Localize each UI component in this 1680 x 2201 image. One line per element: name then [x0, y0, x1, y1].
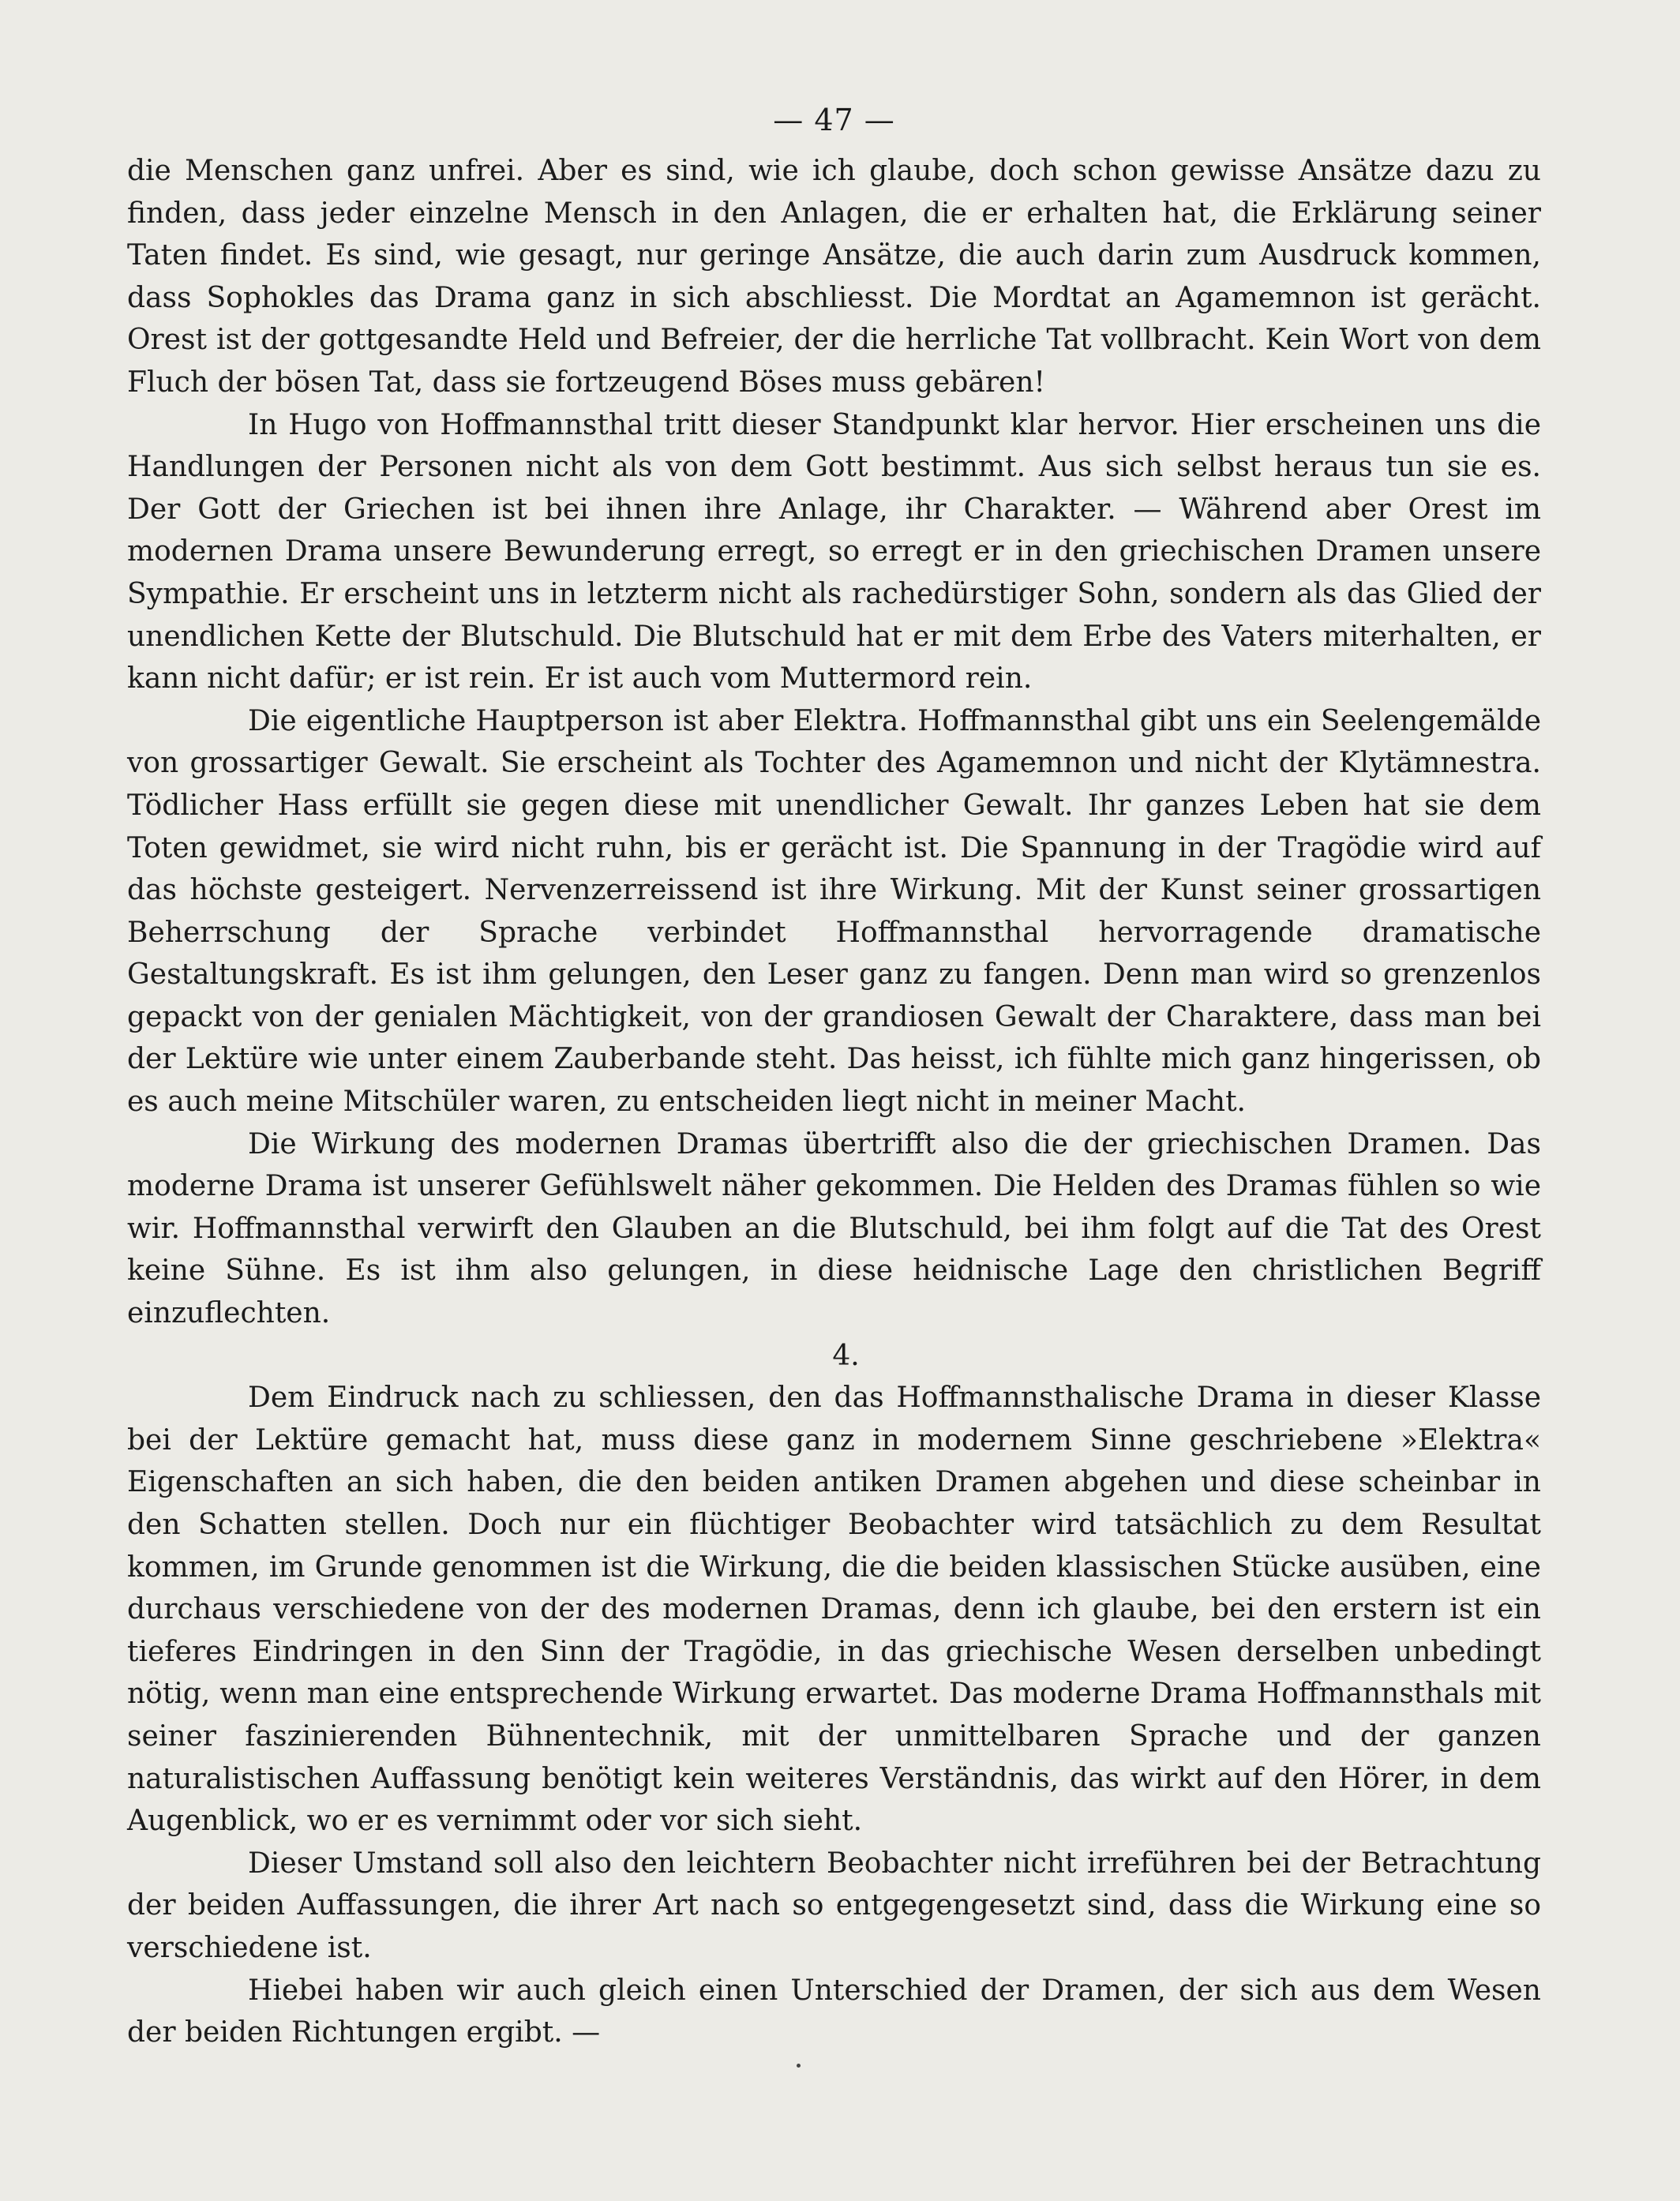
- ink-speck: [797, 2064, 801, 2068]
- paragraph-6: Dieser Umstand soll also den leichtern Beobachter nicht irreführen bei der Betrachtung der beiden Auffassungen, die ihrer Art nach so entgegengesetzt sind, dass die Wirkung eine so verschiedene ist.: [127, 1847, 1541, 1964]
- body-text: [127, 150, 1541, 2054]
- page-number: — 47 —: [773, 103, 895, 137]
- paragraph-4: Die Wirkung des modernen Dramas übertrifft also die der griechischen Dramen. Das moderne Drama ist unserer Gefühlswelt näher gekommen. Die Helden des Dramas fühlen so wie wir. Hoffmannsthal verwirft den Glauben an die Blutschuld, bei ihm folgt auf die Tat des Orest keine Sühne. Es ist ihm also gelungen, in diese heidnische Lage den christlichen Begriff einzuflechten.: [127, 1127, 1541, 1330]
- paragraph-5: Dem Eindruck nach zu schliessen, den das Hoffmannsthalische Drama in dieser Klasse bei der Lektüre gemacht hat, muss diese ganz in modernem Sinne geschriebene »Elektra« Eigenschaften an sich haben, die den beiden antiken Dramen abgehen und diese scheinbar in den Schatten stellen. Doch nur ein flüchtiger Beobachter wird tatsächlich zu dem Resultat kommen, im Grunde genommen ist die Wirkung, die die beiden klassischen Stücke ausüben, eine durchaus verschiedene von der des modernen Dramas, denn ich glaube, bei den erstern ist ein tieferes Eindringen in den Sinn der Tragödie, in das griechische Wesen derselben unbedingt nötig, wenn man eine entsprechende Wirkung erwartet. Das moderne Drama Hoffmannsthals mit seiner faszinierenden Bühnentechnik, mit der unmittelbaren Sprache und der ganzen naturalistischen Auffassung benötigt kein weiteres Verständnis, das wirkt auf den Hörer, in dem Augenblick, wo er es vernimmt oder vor sich sieht.: [127, 1382, 1541, 1838]
- paragraph-3: Die eigentliche Hauptperson ist aber Elektra. Hoffmannsthal gibt uns ein Seelengemälde von grossartiger Gewalt. Sie erscheint als Tochter des Agamemnon und nicht der Klytämnestra. Tödlicher Hass erfüllt sie gegen diese mit unendlicher Gewalt. Ihr ganzes Leben hat sie dem Toten gewidmet, sie wird nicht ruhn, bis er gerächt ist. Die Spannung in der Tragödie wird auf das höchste gesteigert. Nervenzerreissend ist ihre Wirkung. Mit der Kunst seiner grossartigen Beherrschung der Sprache verbindet Hoffmannsthal hervorragende dramatische Gestaltungskraft. Es ist ihm gelungen, den Leser ganz zu fangen. Denn man wird so grenzenlos gepackt von der genialen Mächtigkeit, von der grandiosen Gewalt der Charaktere, dass man bei der Lektüre wie unter einem Zauberbande steht. Das heisst, ich fühlte mich ganz hingerissen, ob es auch meine Mitschüler waren, zu entscheiden liegt nicht in meiner Macht.: [127, 704, 1541, 1119]
- paragraph-7: Hiebei haben wir auch gleich einen Unterschied der Dramen, der sich aus dem Wesen der beiden Richtungen ergibt. —: [127, 1974, 1541, 2049]
- paragraph-1: die Menschen ganz unfrei. Aber es sind, wie ich glaube, doch schon gewisse Ansätze dazu zu finden, dass jeder einzelne Mensch in den Anlagen, die er erhalten hat, die Erklärung seiner Taten findet. Es sind, wie gesagt, nur geringe Ansätze, die auch darin zum Ausdruck kommen, dass Sophokles das Drama ganz in sich abschliesst. Die Mordtat an Agamemnon ist gerächt. Orest ist der gottgesandte Held und Befreier, der die herrliche Tat vollbracht. Kein Wort von dem Fluch der bösen Tat, dass sie fortzeugend Böses muss gebären!: [127, 155, 1541, 399]
- section-number: 4.: [832, 1339, 860, 1372]
- paragraph-2: In Hugo von Hoffmannsthal tritt dieser Standpunkt klar hervor. Hier erscheinen uns die Handlungen der Personen nicht als von dem Gott bestimmt. Aus sich selbst heraus tun sie es. Der Gott der Griechen ist bei ihnen ihre Anlage, ihr Charakter. — Während aber Orest im modernen Drama unsere Bewunderung erregt, so erregt er in den griechischen Dramen unsere Sympathie. Er erscheint uns in letzterm nicht als rachedürstiger Sohn, sondern als das Glied der unendlichen Kette der Blutschuld. Die Blutschuld hat er mit dem Erbe des Vaters miterhalten, er kann nicht dafür; er ist rein. Er ist auch vom Muttermord rein.: [127, 408, 1541, 696]
